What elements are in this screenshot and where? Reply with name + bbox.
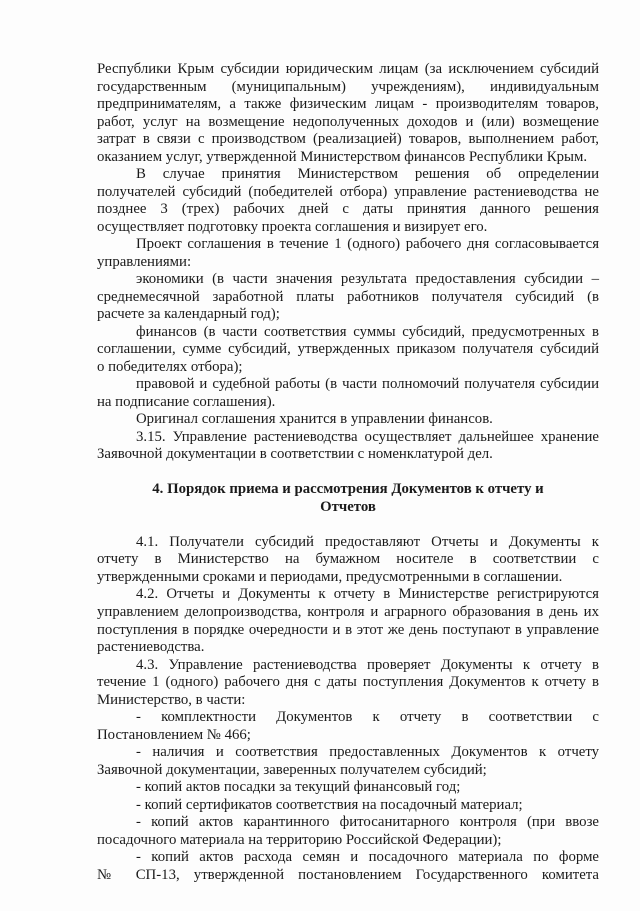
text-line: затрат в связи с производством (реализацией) товаров, выполнением работ, <box>97 131 599 148</box>
paragraph <box>97 411 599 429</box>
text-line: Республики Крым субсидии юридическим лицам (за исключением субсидий <box>97 61 599 77</box>
paragraph <box>97 534 599 587</box>
text-line: предпринимателям, а также физическим лицам - производителям товаров, <box>97 96 599 113</box>
paragraph <box>97 61 599 166</box>
text-line: Проект соглашения в течение 1 (одного) рабочего дня согласовывается <box>136 236 599 253</box>
text-line: Заявочной документации, заверенных получателем субсидий; <box>97 761 487 778</box>
text-line: среднемесячной заработной платы работников получателя субсидий (в <box>97 288 599 305</box>
paragraph <box>97 324 599 377</box>
list-item <box>97 779 599 797</box>
text-line: осуществляет подготовку проекта соглашения и визирует его. <box>97 218 488 235</box>
text-line: - копий актов карантинного фитосанитарного контроля (при ввозе <box>136 814 599 831</box>
text-line: позднее 3 (трех) рабочих дней с даты принятия данного решения <box>97 201 599 218</box>
list-item <box>97 797 599 815</box>
text-line: Постановлением № 466; <box>97 726 251 743</box>
list-item <box>97 744 599 779</box>
text-line: - копий актов посадки за текущий финансовый год; <box>136 779 461 796</box>
list-item <box>97 814 599 849</box>
text-line: Оригинал соглашения хранится в управлении финансов. <box>136 411 493 428</box>
paragraph <box>97 657 599 710</box>
blank-line <box>97 464 599 482</box>
paragraph <box>97 236 599 271</box>
text-line: - комплектности Документов к отчету в соответствии с <box>136 709 599 726</box>
paragraph <box>97 376 599 411</box>
paragraph <box>97 271 599 324</box>
heading-line: 4. Порядок приема и рассмотрения Документов к отчету и <box>152 481 544 498</box>
text-line: экономики (в части значения результата предоставления субсидии – <box>136 271 599 288</box>
text-line: финансов (в части соответствия суммы субсидий, предусмотренных в <box>136 323 599 340</box>
text-line: поступления в порядке очередности и в этот же день поступают в управление <box>97 621 599 638</box>
text-line: Министерство, в части: <box>97 691 246 708</box>
text-line: на подписание соглашения). <box>97 393 276 410</box>
text-line: В случае принятия Министерством решения об определении <box>136 166 599 183</box>
text-line: работ, услуг на возмещение недополученных доходов и (или) возмещение <box>97 113 599 130</box>
text-line: № СП-13, утвержденной постановлением Государственного комитета <box>97 866 599 883</box>
text-line: Заявочной документации в соответствии с номенклатурой дел. <box>97 446 493 463</box>
text-line: 4.1. Получатели субсидий предоставляют Отчеты и Документы к <box>136 533 599 550</box>
text-line: правовой и судебной работы (в части полномочий получателя субсидии <box>136 376 599 393</box>
text-line: течение 1 (одного) рабочего дня с даты поступления Документов к отчету в <box>97 674 599 691</box>
text-line: управлениями: <box>97 253 192 270</box>
text-line: растениеводства. <box>97 639 205 656</box>
blank-line <box>97 516 599 534</box>
text-line: оказанием услуг, утвержденной Министерством финансов Республики Крым. <box>97 148 588 165</box>
text-line: расчете за календарный год); <box>97 306 280 323</box>
paragraph <box>97 166 599 236</box>
text-line: - наличия и соответствия предоставленных Документов к отчету <box>136 744 599 761</box>
text-line: - копий сертификатов соответствия на посадочный материал; <box>136 796 523 813</box>
text-line: утвержденными сроками и периодами, предусмотренными в соглашении. <box>97 568 563 585</box>
paragraph <box>97 429 599 464</box>
text-line: - копий актов расхода семян и посадочного материала по форме <box>136 849 599 866</box>
text-line: отчету в Министерство на бумажном носителе в соответствии с <box>97 551 599 568</box>
text-line: управлением делопроизводства, контроля и аграрного образования в день их <box>97 603 599 620</box>
list-item <box>97 849 599 884</box>
paragraph <box>97 586 599 656</box>
text-line: получателей субсидий (победителей отбора) управление растениеводства не <box>97 183 599 200</box>
text-line: 4.3. Управление растениеводства проверяет Документы к отчету в <box>136 656 599 673</box>
text-line: государственным (муниципальным) учреждениям), индивидуальным <box>97 78 599 95</box>
text-line: посадочного материала на территорию Российской Федерации); <box>97 831 502 848</box>
section-heading <box>97 481 599 516</box>
text-line: о победителях отбора); <box>97 358 243 375</box>
list-item <box>97 709 599 744</box>
heading-line: Отчетов <box>320 498 376 515</box>
text-line: 3.15. Управление растениеводства осуществляет дальнейшее хранение <box>136 428 599 445</box>
text-line: соглашении, сумме субсидий, утвержденных приказом получателя субсидий <box>97 341 599 358</box>
document-body <box>97 61 599 884</box>
text-line: 4.2. Отчеты и Документы к отчету в Министерстве регистрируются <box>136 586 599 603</box>
